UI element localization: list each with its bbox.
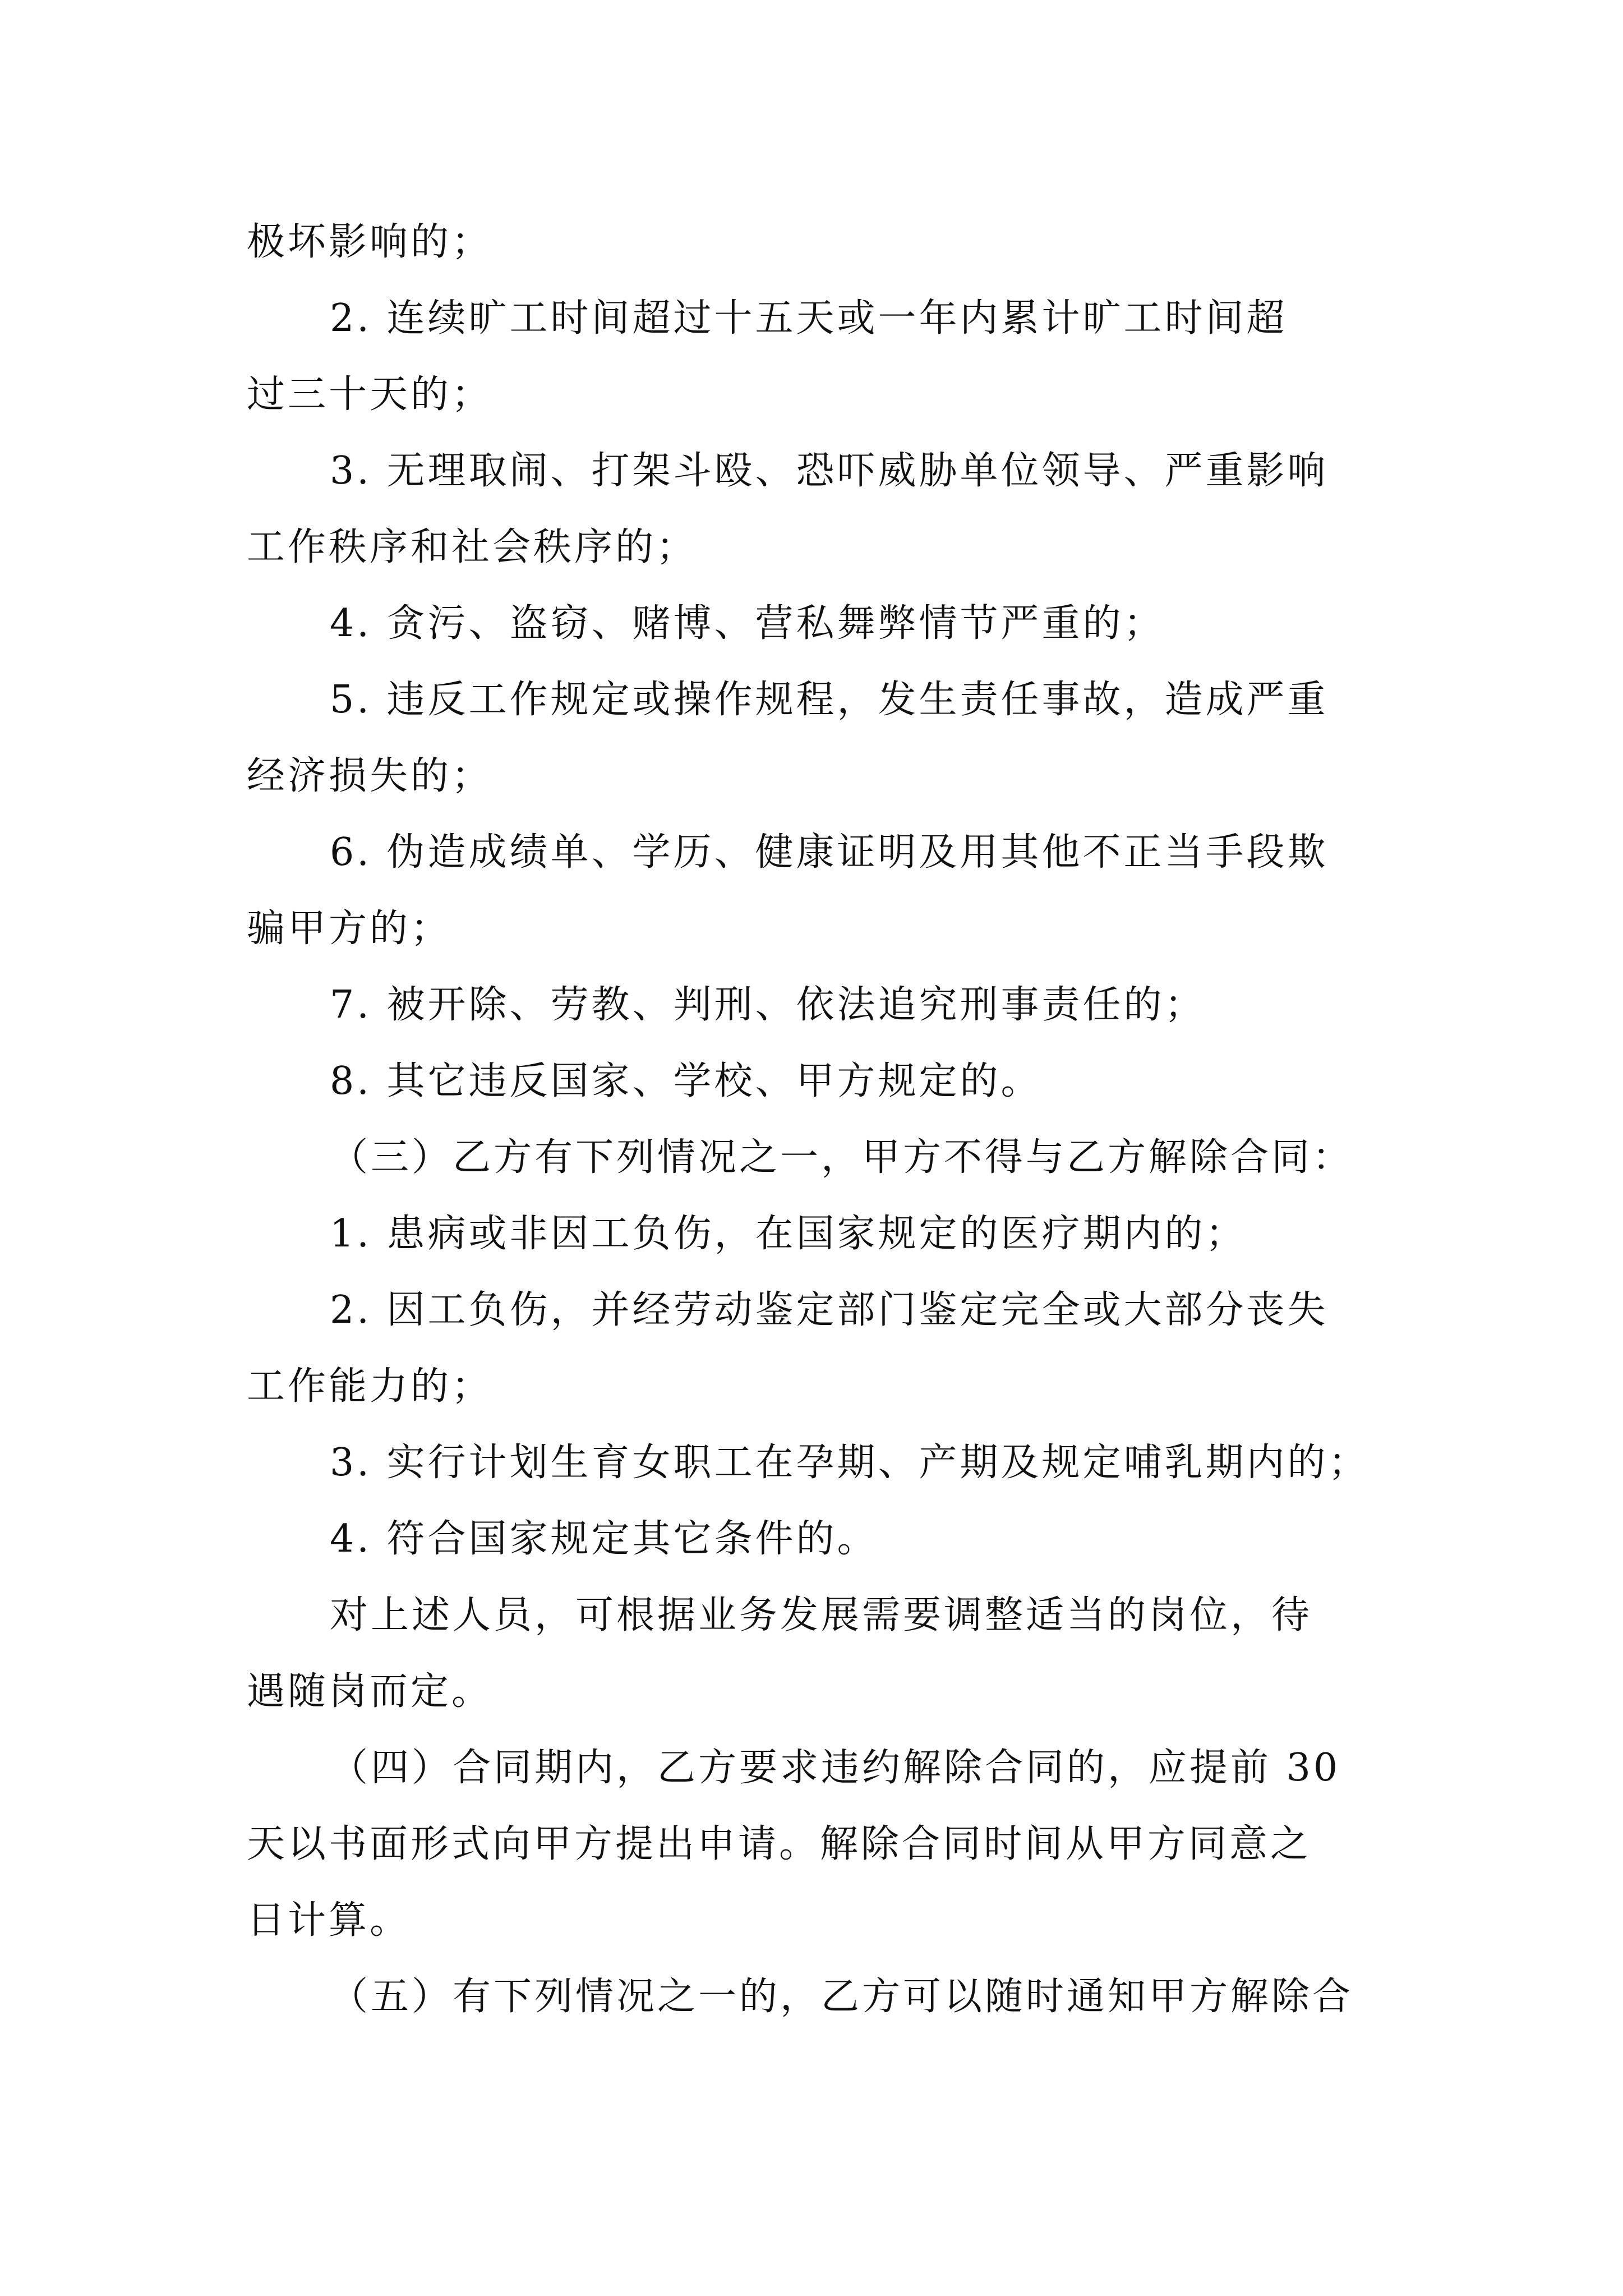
text-line: 过三十天的； (247, 372, 493, 417)
text-line: 3. 无理取闹、打架斗殴、恐吓威胁单位领导、严重影响 (330, 449, 1329, 493)
text-line: 2. 连续旷工时间超过十五天或一年内累计旷工时间超 (330, 296, 1288, 341)
text-line: 工作能力的； (247, 1364, 493, 1409)
text-line: 日计算。 (247, 1898, 411, 1943)
text-line: 8. 其它违反国家、学校、甲方规定的。 (330, 1059, 1042, 1103)
text-line: 4. 贪污、盗窃、赌博、营私舞弊情节严重的； (330, 601, 1165, 646)
text-line: 3. 实行计划生育女职工在孕期、产期及规定哺乳期内的； (330, 1441, 1370, 1485)
text-line: 5. 违反工作规定或操作规程，发生责任事故，造成严重 (330, 678, 1329, 722)
text-line: 对上述人员，可根据业务发展需要调整适当的岗位，待 (330, 1593, 1313, 1637)
text-line: 2. 因工负伤，并经劳动鉴定部门鉴定完全或大部分丧失 (330, 1288, 1329, 1332)
text-line: 6. 伪造成绩单、学历、健康证明及用其他不正当手段欺 (330, 830, 1329, 875)
text-line: （三）乙方有下列情况之一，甲方不得与乙方解除合同： (330, 1135, 1354, 1180)
text-line: （四）合同期内，乙方要求违约解除合同的，应提前 30 (330, 1746, 1341, 1790)
text-line: 遇随岗而定。 (247, 1669, 493, 1714)
text-line: 工作秩序和社会秩序的； (247, 525, 698, 569)
text-line: 4. 符合国家规定其它条件的。 (330, 1517, 878, 1561)
text-line: （五）有下列情况之一的，乙方可以随时通知甲方解除合 (330, 1975, 1354, 2019)
text-line: 骗甲方的； (247, 907, 452, 951)
text-line: 天以书面形式向甲方提出申请。解除合同时间从甲方同意之 (247, 1822, 1312, 1866)
text-line: 经济损失的； (247, 754, 493, 798)
text-line: 1. 患病或非因工负伤，在国家规定的医疗期内的； (330, 1212, 1247, 1256)
text-line: 7. 被开除、劳教、判刑、依法追究刑事责任的； (330, 983, 1206, 1027)
text-line: 极坏影响的； (247, 220, 493, 264)
